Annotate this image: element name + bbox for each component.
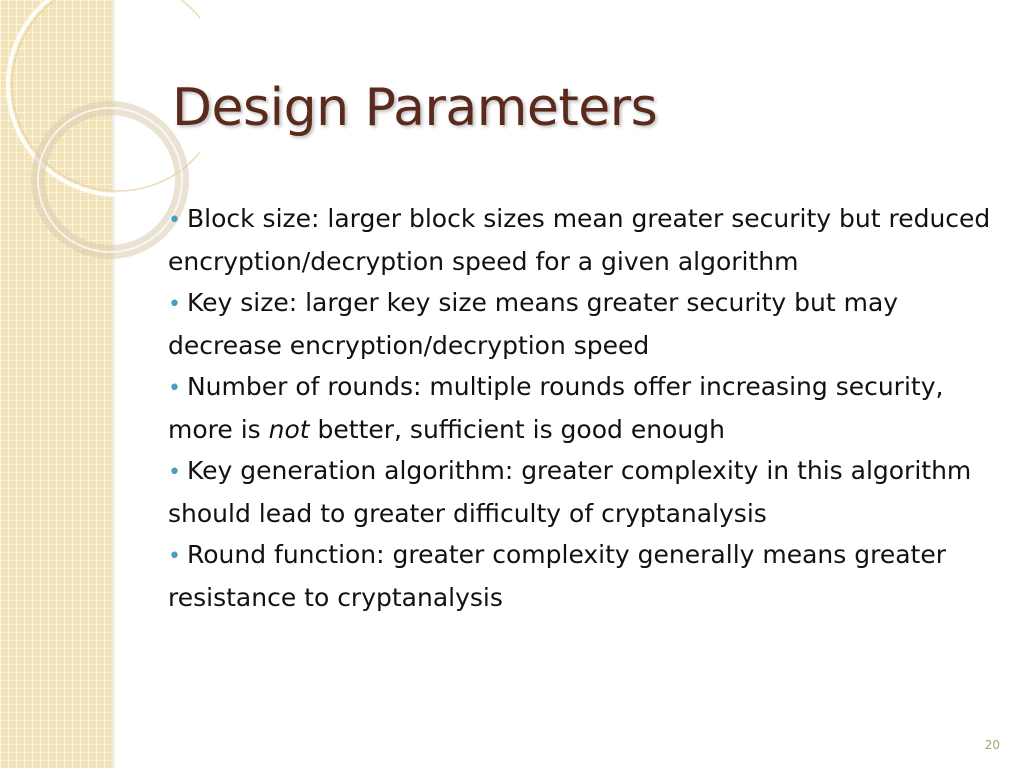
list-item (168, 282, 998, 366)
bullet-dot-icon: • (168, 544, 181, 569)
bullet-dot-icon: • (168, 208, 181, 233)
bullet-dot-icon: • (168, 292, 181, 317)
bullet-dot-icon: • (168, 376, 181, 401)
list-item (168, 534, 998, 618)
bullet-list (168, 198, 998, 618)
bullet-dot-icon: • (168, 460, 181, 485)
bullet-text: Key size: larger key size means greater security but may decrease encryption/decryption speed (168, 288, 899, 360)
bullet-text: Block size: larger block sizes mean greater security but reduced encryption/decryption speed for a given algorithm (168, 204, 991, 276)
bullet-text: Round function: greater complexity generally means greater resistance to cryptanalysis (168, 540, 947, 612)
bullet-text: better, sufficient is good enough (309, 415, 725, 444)
list-item (168, 366, 998, 450)
list-item (168, 450, 998, 534)
bullet-text: Number of rounds: multiple rounds offer increasing security, more is (168, 372, 944, 444)
slide-title: Design Parameters (172, 78, 658, 138)
bullet-text: Key generation algorithm: greater complexity in this algorithm should lead to greater difficulty of cryptanalysis (168, 456, 972, 528)
bullet-emphasis: not (268, 415, 310, 444)
page-number: 20 (984, 738, 1000, 752)
list-item (168, 198, 998, 282)
